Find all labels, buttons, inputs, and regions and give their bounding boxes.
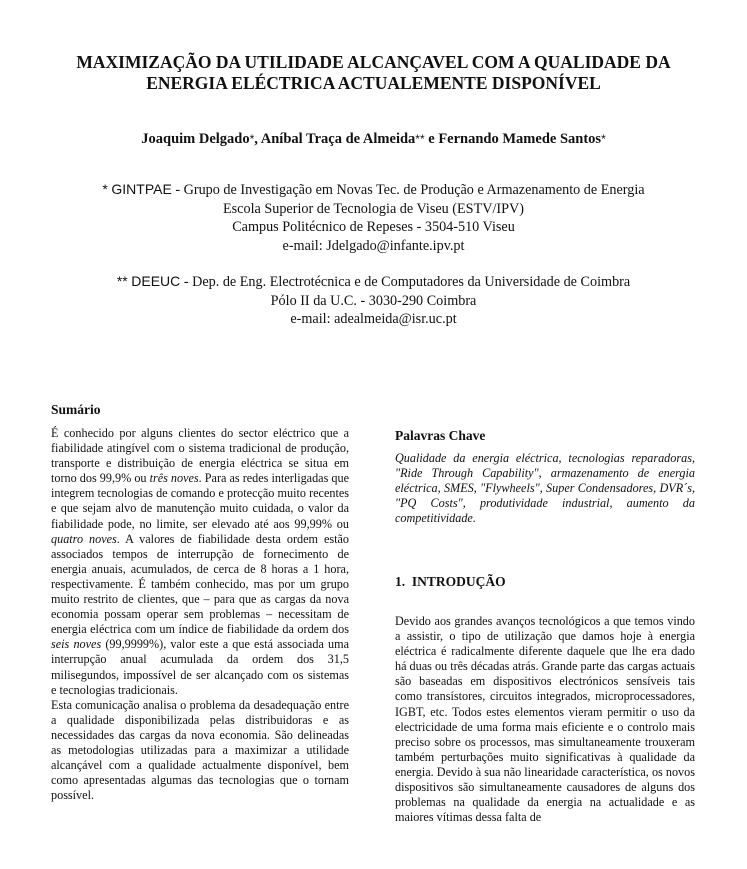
- affiliation-name: - Dep. de Eng. Electrotécnica e de Computadores da Universidade de Coimbra: [180, 274, 631, 290]
- summary-paragraph-2: Esta comunicação analisa o problema da desadequação entre a qualidade disponibilizada pelas distribuidoras e as necessidades das cargas da nova economia. São delineadas as metodologias utilizadas para a maximizar a utilidade alcançável com a qualidade actualmente disponível, bem como apresentadas algumas das tecnologias que o tornam possível.: [51, 697, 349, 803]
- author-mark: *: [601, 132, 606, 146]
- affiliation-mark: *: [102, 181, 108, 197]
- summary-body: [51, 426, 349, 803]
- affiliation-mark: **: [116, 273, 128, 289]
- keywords-body: Qualidade da energia eléctrica, tecnologias reparadoras, "Ride Through Capability", armazenamento de energia eléctrica, SMES, "Flywheels", Super Condensadores, DVR´s, "PQ Costs", produtividade industrial, aumento da competitividade.: [395, 451, 695, 526]
- author-separator: e: [424, 131, 439, 147]
- paper-title: [30, 52, 717, 94]
- affiliation-2: [30, 272, 717, 329]
- title-line-1: MAXIMIZAÇÃO DA UTILIDADE ALCANÇAVEL COM A QUALIDADE DA: [76, 52, 671, 72]
- affiliation-acronym: DEEUC: [131, 273, 181, 289]
- author-name: Aníbal Traça de Almeida: [260, 131, 416, 147]
- title-line-2: ENERGIA ELÉCTRICA ACTUALEMENTE DISPONÍVEL: [146, 73, 601, 93]
- affiliation-email: e-mail: adealmeida@isr.uc.pt: [290, 311, 457, 327]
- keywords-heading: Palavras Chave: [395, 428, 486, 443]
- affiliation-email: e-mail: Jdelgado@infante.ipv.pt: [282, 237, 465, 254]
- affiliation-address: Campus Politécnico de Repeses - 3504-510 Viseu: [232, 219, 515, 235]
- author-mark: *: [249, 132, 255, 146]
- author-list: [30, 131, 717, 148]
- author-name: Fernando Mamede Santos: [438, 131, 602, 147]
- summary-paragraph-1: É conhecido por alguns clientes do sector eléctrico que a fiabilidade atingível com o sistema tradicional de produção, transporte e distribuição de energia eléctrica se situa em torno dos 99,9% ou três noves. Para as redes interligadas que integrem tecnologias de comando e protecção muito recentes e que sejam alvo de manutenção muito cuidada, o valor da fiabilidade pode, no limite, ser elevado até aos 99,99% ou quatro noves. A valores de fiabilidade desta ordem estão associados tempos de interrupção de fornecimento de energia anuais, acumulados, de cerca de 8 horas a 1 hora, respectivamente. É também conhecido, mas por um grupo muito restrito de clientes, que – para que as cargas da nova economia possam operar sem problemas – necessitam de energia eléctrica com um índice de fiabilidade da ordem dos seis noves (99,9999%), valor este a que está associada uma interrupção anual acumulada da ordem dos 31,5 milisegundos, impossível de ser alcançado com os sistemas e tecnologias tradicionais.: [51, 426, 349, 697]
- author-separator: ,: [254, 131, 261, 147]
- introduction-body: Devido aos grandes avanços tecnológicos a que temos vindo a assistir, o tipo de utilização que damos hoje à energia eléctrica é radicalmente diferente daquele que lhe era dado há duas ou três décadas atrás. Grande parte das cargas actuais são baseadas em dispositivos electrónicos sensíveis tais como transístores, circuitos integrados, microprocessadores, IGBT, etc. Todos estes elementos vieram permitir o uso da electricidade de uma forma mais eficiente e o controlo mais preciso sobre os processos, mas simultaneamente trouxeram também perturbações muito significativas à qualidade da energia. Devido à sua não linearidade característica, os novos dispositivos são simultaneamente causadores de alguns dos problemas na qualidade da energia na actualidade e as maiores vítimas dessa falta de: [395, 614, 695, 825]
- affiliation-acronym: GINTPAE: [111, 181, 172, 197]
- affiliation-name: - Grupo de Investigação em Novas Tec. de Produção e Armazenamento de Energia: [171, 182, 645, 198]
- affiliation-1: [30, 180, 717, 255]
- affiliation-address: Pólo II da U.C. - 3030-290 Coimbra: [270, 292, 477, 309]
- affiliation-school: Escola Superior de Tecnologia de Viseu (ESTV/IPV): [222, 200, 525, 217]
- author-mark: **: [415, 132, 425, 146]
- author-name: Joaquim Delgado: [141, 131, 250, 147]
- introduction-heading: 1. INTRODUÇÃO: [395, 574, 506, 589]
- summary-heading: Sumário: [51, 402, 101, 417]
